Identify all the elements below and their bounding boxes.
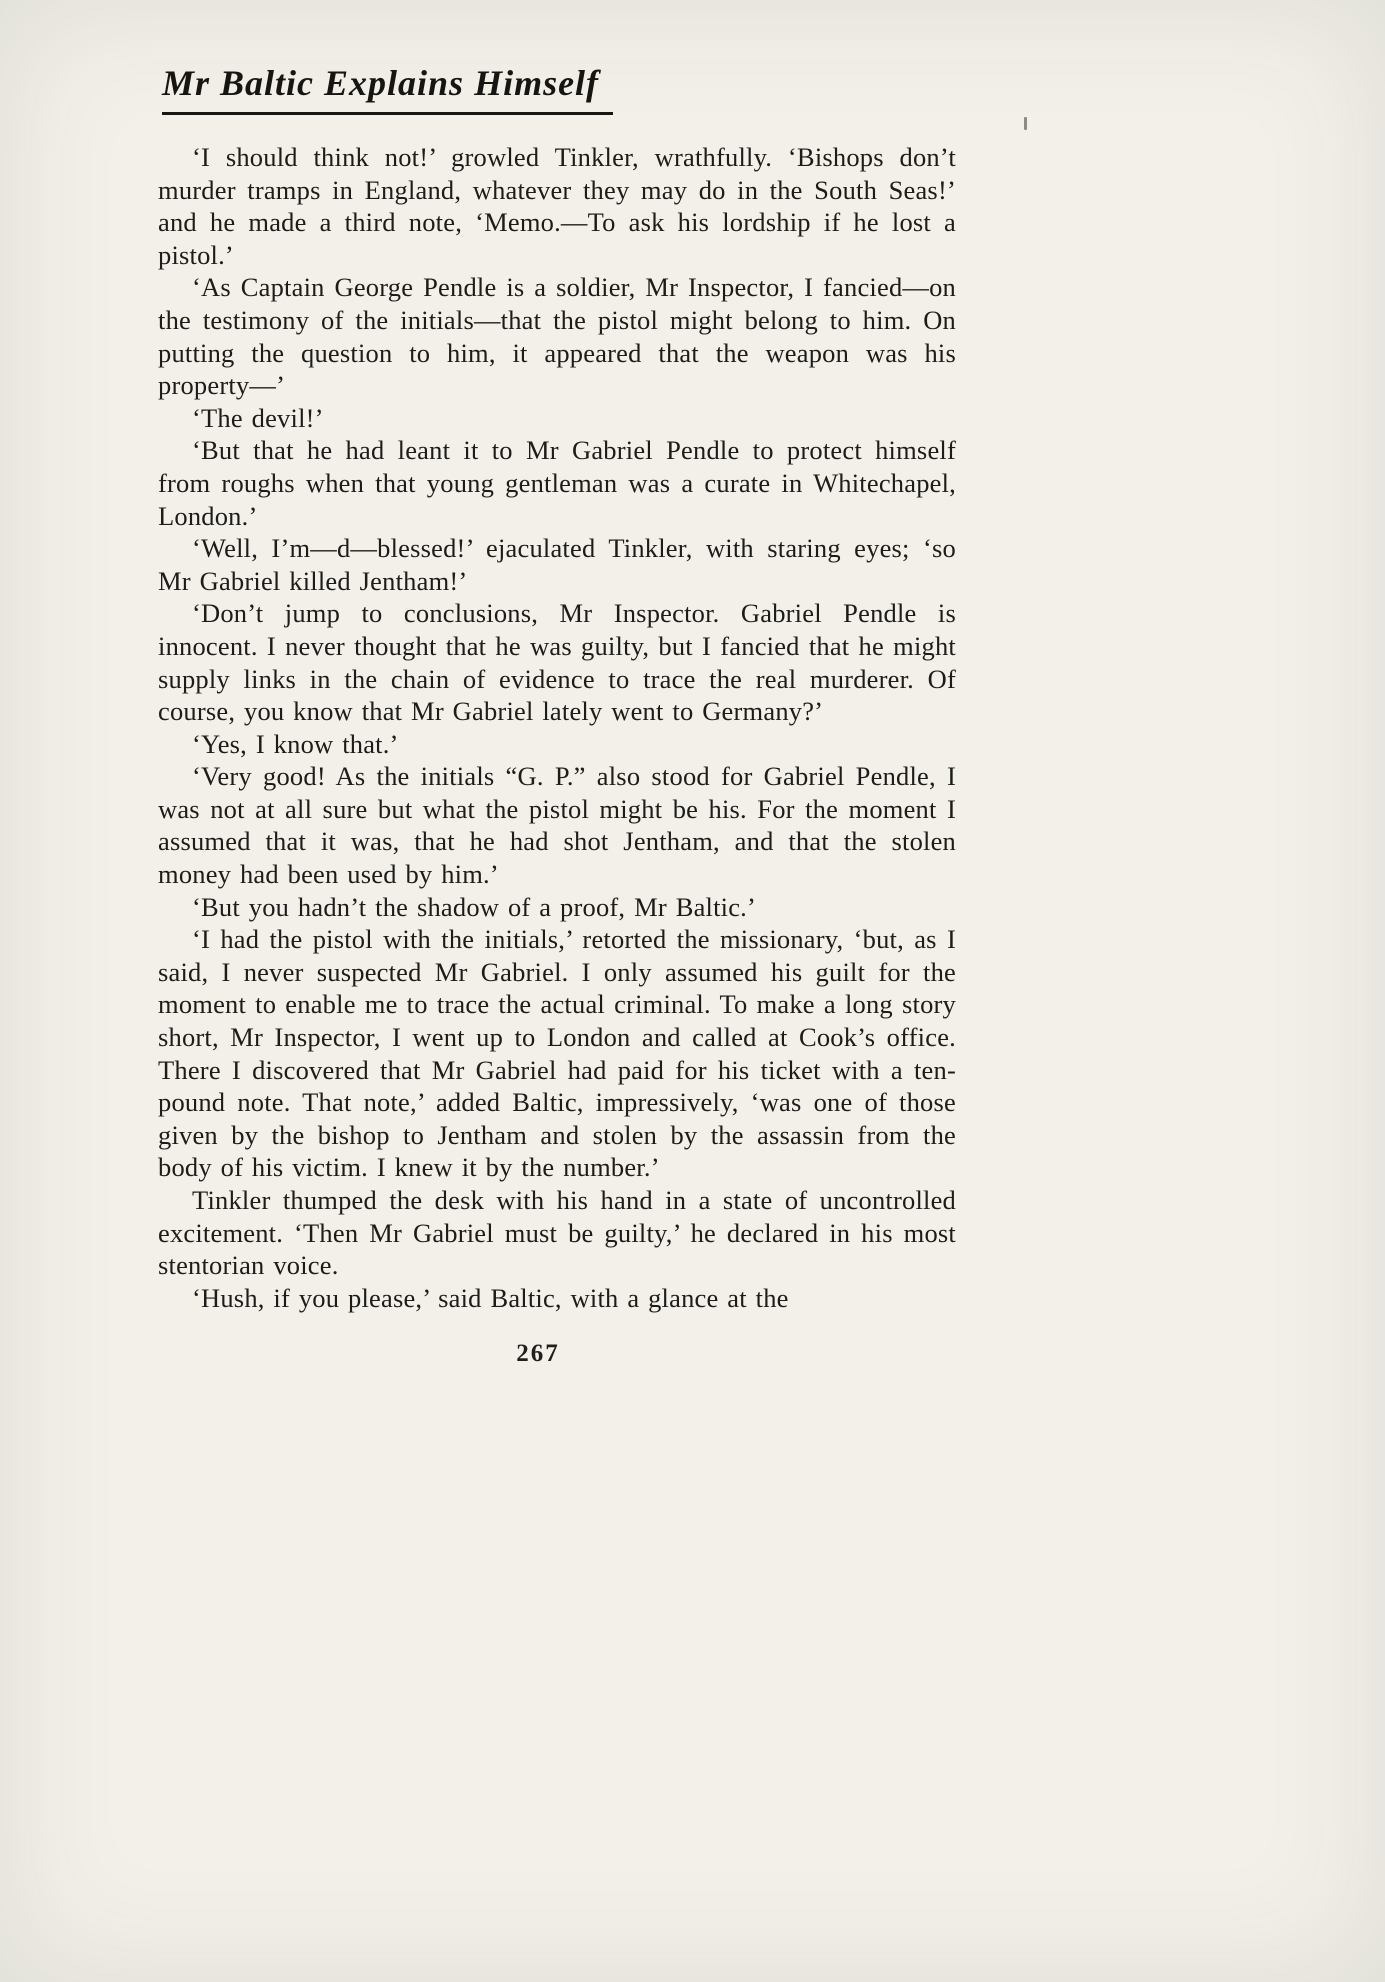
page-number: 267 (516, 1340, 560, 1368)
running-header: Mr Baltic Explains Himself (162, 62, 613, 115)
page-content (158, 62, 956, 1368)
paragraph: ‘The devil!’ (192, 402, 324, 433)
paragraph: ‘Yes, I know that.’ (192, 728, 399, 759)
paragraph: ‘Hush, if you please,’ said Baltic, with a glance at the (192, 1282, 789, 1313)
paragraph: ‘As Captain George Pendle is a soldier, Mr Inspector, I fancied—on the testimony of the initials—that the pistol might belong to him. On putting the question to him, it appeared that the weapon was his property—’ (158, 272, 956, 401)
paragraph: ‘Well, I’m—d—blessed!’ ejaculated Tinkler, with staring eyes; ‘so Mr Gabriel killed Jentham!’ (158, 533, 956, 596)
paragraph: ‘Don’t jump to conclusions, Mr Inspector. Gabriel Pendle is innocent. I never thought that he was guilty, but I fancied that he might supply links in the chain of evidence to trace the real murderer. Of course, you know that Mr Gabriel lately went to Germany?’ (158, 598, 956, 727)
paragraph: ‘I had the pistol with the initials,’ retorted the missionary, ‘but, as I said, I never suspected Mr Gabriel. I only assumed his guilt for the moment to enable me to trace the actual criminal. To make a long story short, Mr Inspector, I went up to London and called at Cook’s office. There I discovered that Mr Gabriel had paid for his ticket with a ten-pound note. That note,’ added Baltic, impressively, ‘was one of those given by the bishop to Jentham and stolen by the assassin from the body of his victim. I knew it by the number.’ (158, 924, 956, 1183)
page-body (158, 141, 956, 1314)
paragraph: ‘But that he had leant it to Mr Gabriel Pendle to protect himself from roughs when that young gentleman was a curate in Whitechapel, London.’ (158, 435, 956, 531)
paragraph: ‘I should think not!’ growled Tinkler, wrathfully. ‘Bishops don’t murder tramps in England, whatever they may do in the South Seas!’ and he made a third note, ‘Memo.—To ask his lordship if he lost a pistol.’ (158, 142, 956, 270)
ink-speck (1024, 117, 1027, 130)
paragraph: Tinkler thumped the desk with his hand in a state of uncontrolled excitement. ‘Then Mr Gabriel must be guilty,’ he declared in his most stentorian voice. (158, 1185, 956, 1281)
paragraph: ‘Very good! As the initials “G. P.” also stood for Gabriel Pendle, I was not at all sure but what the pistol might be his. For the moment I assumed that it was, that he had shot Jentham, and that the stolen money had been used by him.’ (158, 761, 956, 890)
paragraph: ‘But you hadn’t the shadow of a proof, Mr Baltic.’ (192, 891, 757, 922)
